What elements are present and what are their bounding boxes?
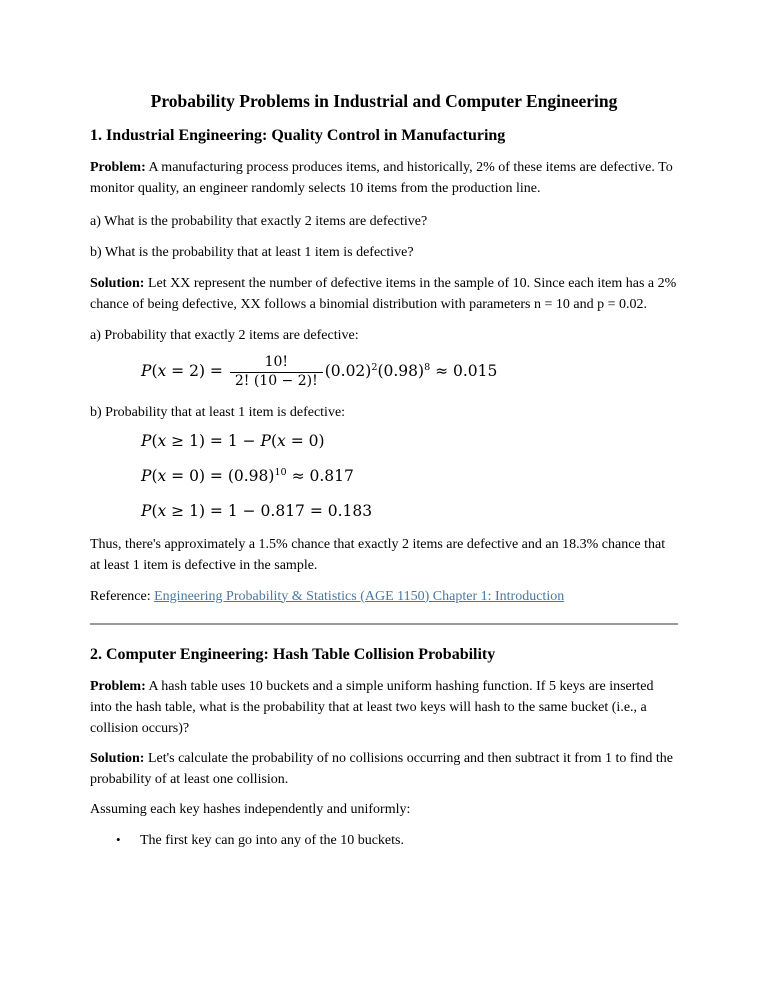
reference-line xyxy=(90,586,678,607)
section-1-heading: 1. Industrial Engineering: Quality Control in Manufacturing xyxy=(90,127,506,144)
section-1-conclusion: Thus, there's approximately a 1.5% chance that exactly 2 items are defective and an 18.3% chance that at least 1 item is defective in the sample. xyxy=(90,536,666,573)
document-title: Probability Problems in Industrial and Computer Engineering xyxy=(150,91,618,111)
section-2-solution xyxy=(90,748,678,790)
fraction-denominator: 2! (10 − 2)! xyxy=(230,372,323,391)
problem-text: A manufacturing process produces items, and historically, 2% of these items are defective. To monitor quality, an engineer randomly selects 10 items from the production line. xyxy=(90,160,673,197)
formula-rhs: $(0.02)^2(0.98)^8 \approx 0.015$ xyxy=(324,362,498,381)
section-divider xyxy=(90,623,678,626)
bullet-text: The first key can go into any of the 10 buckets. xyxy=(140,833,404,849)
formula-none-defective: $P(x = 0) = (0.98)^{10} \approx 0.817$ xyxy=(141,467,354,486)
solution-text: Let's calculate the probability of no collisions occurring and then subtract it from 1 to find the probability of at least one collision. xyxy=(90,751,674,788)
formula-exactly-two xyxy=(141,354,678,390)
question-a: a) What is the probability that exactly 2 items are defective? xyxy=(90,214,428,230)
fraction-numerator: 10! xyxy=(264,354,289,371)
section-1-problem xyxy=(90,157,678,199)
bullet-item-first-key xyxy=(116,830,678,851)
question-b: b) What is the probability that at least 1 item is defective? xyxy=(90,245,414,261)
section-1-solution xyxy=(90,273,678,315)
reference-label: Reference: xyxy=(90,588,155,604)
problem-text: A hash table uses 10 buckets and a simple uniform hashing function. If 5 keys are inserted into the hash table, what is the probability that at least two keys will hash to the same bucket (i.e., a collision occurs)? xyxy=(90,679,654,737)
problem-label: Problem: xyxy=(90,160,146,176)
formula-lhs: P(x = 2) = xyxy=(141,362,228,381)
solution-label: Solution: xyxy=(90,276,145,292)
solution-label: Solution: xyxy=(90,751,145,767)
solution-text: Let XX represent the number of defective items in the sample of 10. Since each item has a 2% chance of being defective, XX follows a binomial distribution with parameters n = 10 and p = 0.02. xyxy=(90,276,677,313)
part-b-intro: b) Probability that at least 1 item is defective: xyxy=(90,405,346,421)
formula-fraction xyxy=(230,354,323,390)
assumption-intro: Assuming each key hashes independently and uniformly: xyxy=(90,802,411,818)
reference-link[interactable]: Engineering Probability & Statistics (AGE 1150) Chapter 1: Introduction xyxy=(154,588,565,604)
formula-at-least-one: P(x ≥ 1) = 1 − P(x = 0) xyxy=(141,432,325,451)
section-2-problem xyxy=(90,676,678,739)
formula-at-least-one-result: P(x ≥ 1) = 1 − 0.817 = 0.183 xyxy=(141,502,373,521)
bullet-icon: • xyxy=(116,832,121,848)
part-a-intro: a) Probability that exactly 2 items are defective: xyxy=(90,328,359,344)
problem-label: Problem: xyxy=(90,679,146,695)
section-2-heading: 2. Computer Engineering: Hash Table Collision Probability xyxy=(90,646,496,664)
